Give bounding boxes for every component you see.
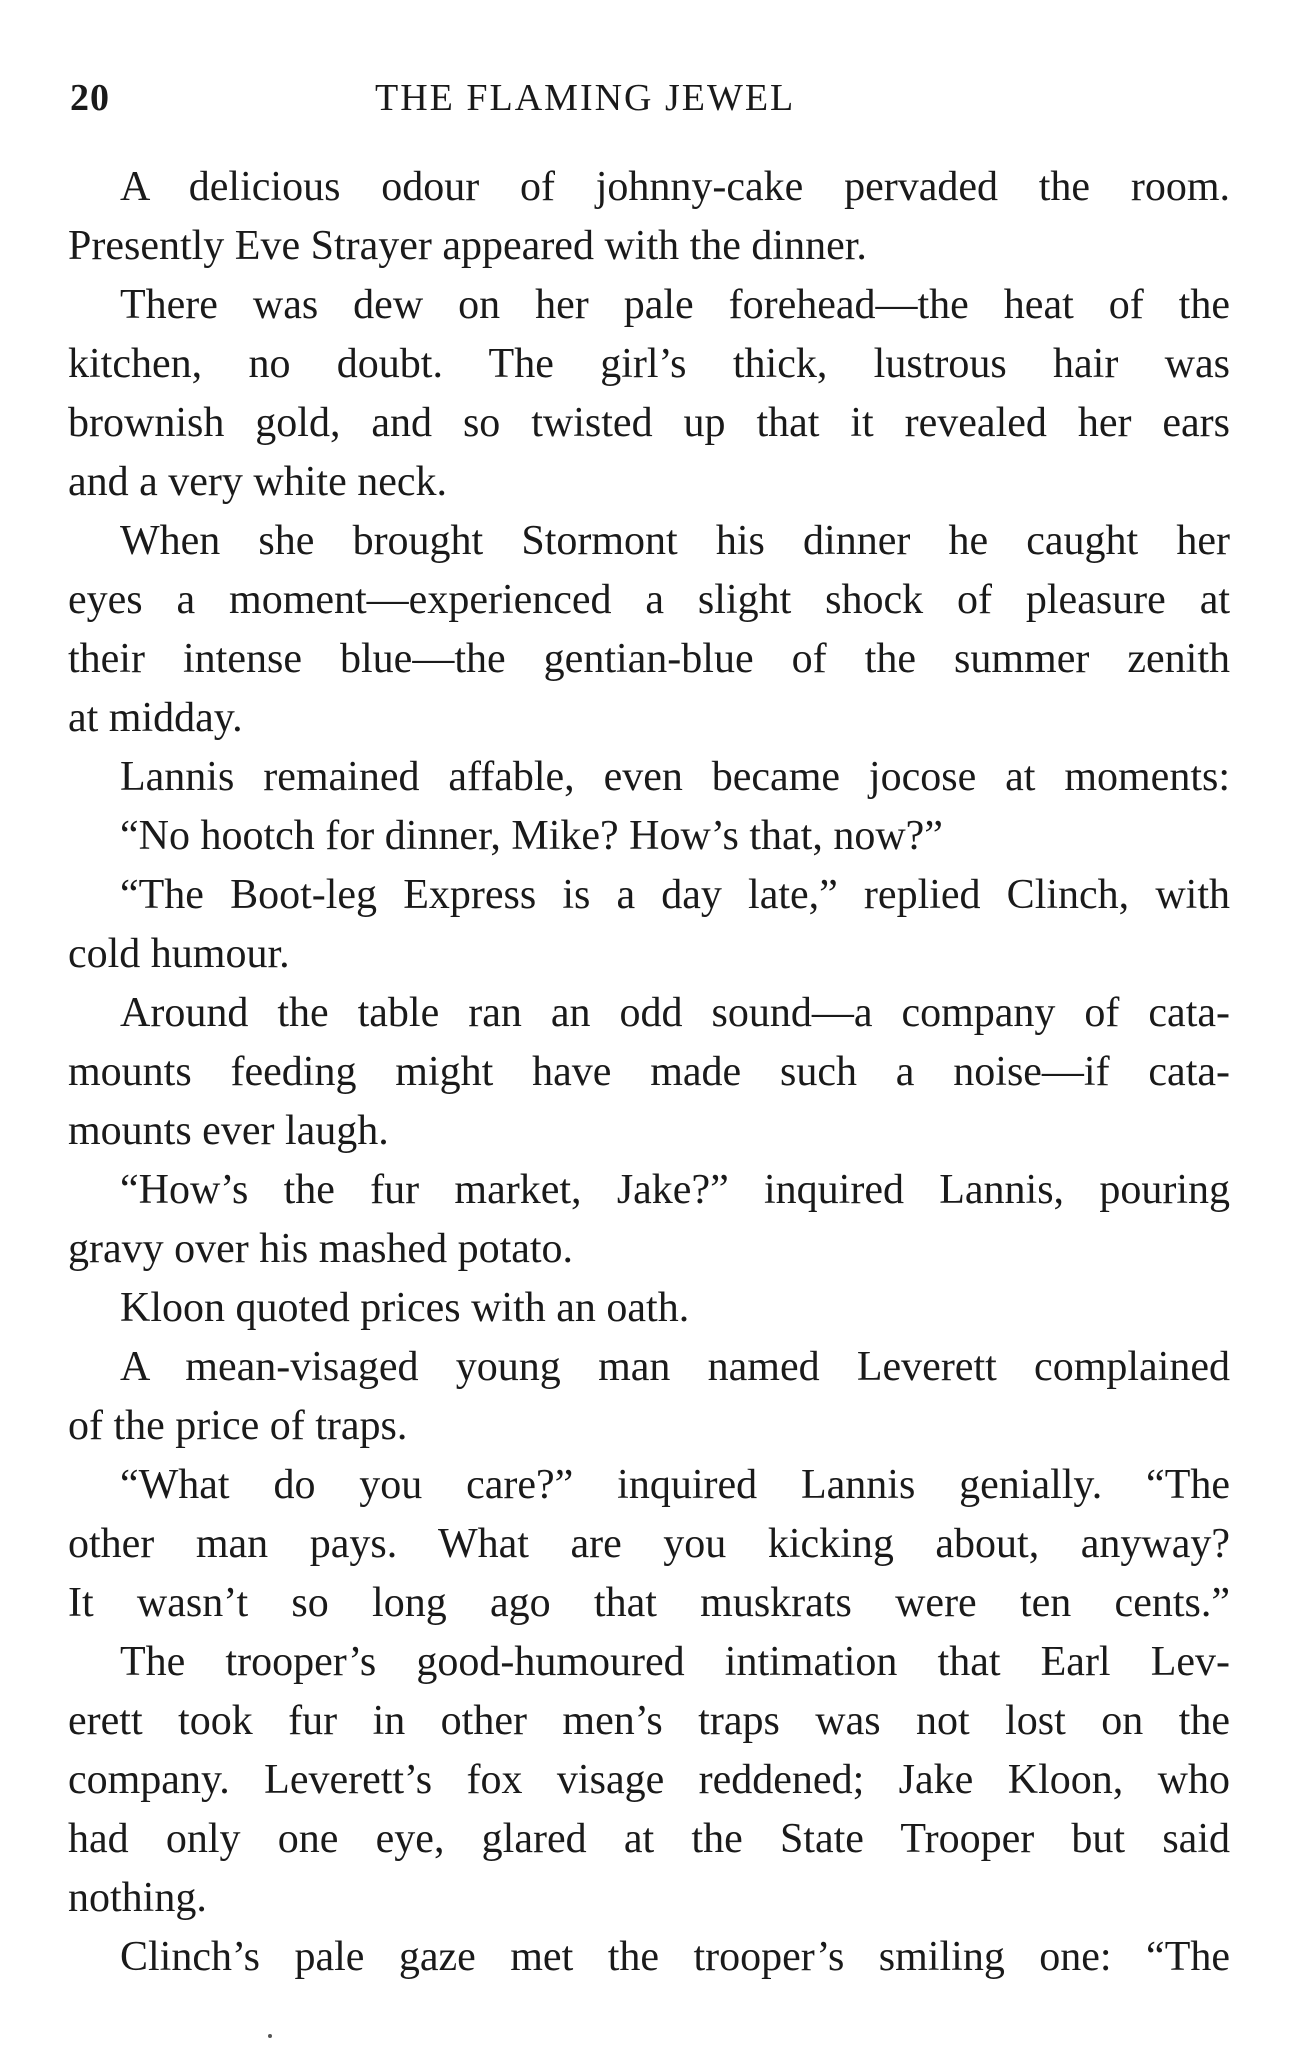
text-line: A delicious odour of johnny-cake pervaded the room. <box>120 164 1230 210</box>
body-text <box>68 158 1230 1987</box>
text-line: gravy over his mashed potato. <box>68 1226 574 1272</box>
text-line: Kloon quoted prices with an oath. <box>120 1285 690 1331</box>
text-line: at midday. <box>68 695 243 741</box>
text-line: “How’s the fur market, Jake?” inquired Lannis, pouring <box>120 1167 1230 1213</box>
text-line: When she brought Stormont his dinner he caught her <box>120 518 1230 564</box>
text-line: It wasn’t so long ago that muskrats were ten cents.” <box>68 1580 1230 1626</box>
text-line: eyes a moment—experienced a slight shock of pleasure at <box>68 577 1230 623</box>
running-title: THE FLAMING JEWEL <box>375 77 796 119</box>
text-line: cold humour. <box>68 931 290 977</box>
text-line: Clinch’s pale gaze met the trooper’s smiling one: “The <box>120 1934 1230 1980</box>
text-line: The trooper’s good-humoured intimation that Earl Lev- <box>120 1639 1230 1685</box>
print-speck <box>268 2034 272 2038</box>
text-line: “The Boot-leg Express is a day late,” replied Clinch, with <box>120 872 1230 918</box>
text-line: nothing. <box>68 1875 207 1921</box>
text-line: mounts feeding might have made such a noise—if cata- <box>68 1049 1230 1095</box>
text-line: company. Leverett’s fox visage reddened; Jake Kloon, who <box>68 1757 1230 1803</box>
text-line: Presently Eve Strayer appeared with the dinner. <box>68 223 867 269</box>
text-line: mounts ever laugh. <box>68 1108 389 1154</box>
text-line: “What do you care?” inquired Lannis genially. “The <box>120 1462 1230 1508</box>
text-line: “No hootch for dinner, Mike? How’s that, now?” <box>120 813 943 859</box>
text-line: There was dew on her pale forehead—the heat of the <box>120 282 1230 328</box>
text-line: their intense blue—the gentian-blue of the summer zenith <box>68 636 1230 682</box>
page-number: 20 <box>70 77 110 119</box>
text-line: erett took fur in other men’s traps was not lost on the <box>68 1698 1230 1744</box>
text-line: Around the table ran an odd sound—a company of cata- <box>120 990 1230 1036</box>
text-line: had only one eye, glared at the State Trooper but said <box>68 1816 1230 1862</box>
text-line: Lannis remained affable, even became jocose at moments: <box>120 754 1230 800</box>
text-line: brownish gold, and so twisted up that it revealed her ears <box>68 400 1230 446</box>
text-line: kitchen, no doubt. The girl’s thick, lustrous hair was <box>68 341 1230 387</box>
page-header <box>70 76 1230 136</box>
text-line: A mean-visaged young man named Leverett complained <box>120 1344 1230 1390</box>
text-line: other man pays. What are you kicking about, anyway? <box>68 1521 1230 1567</box>
text-line: and a very white neck. <box>68 459 448 505</box>
text-line: of the price of traps. <box>68 1403 408 1449</box>
